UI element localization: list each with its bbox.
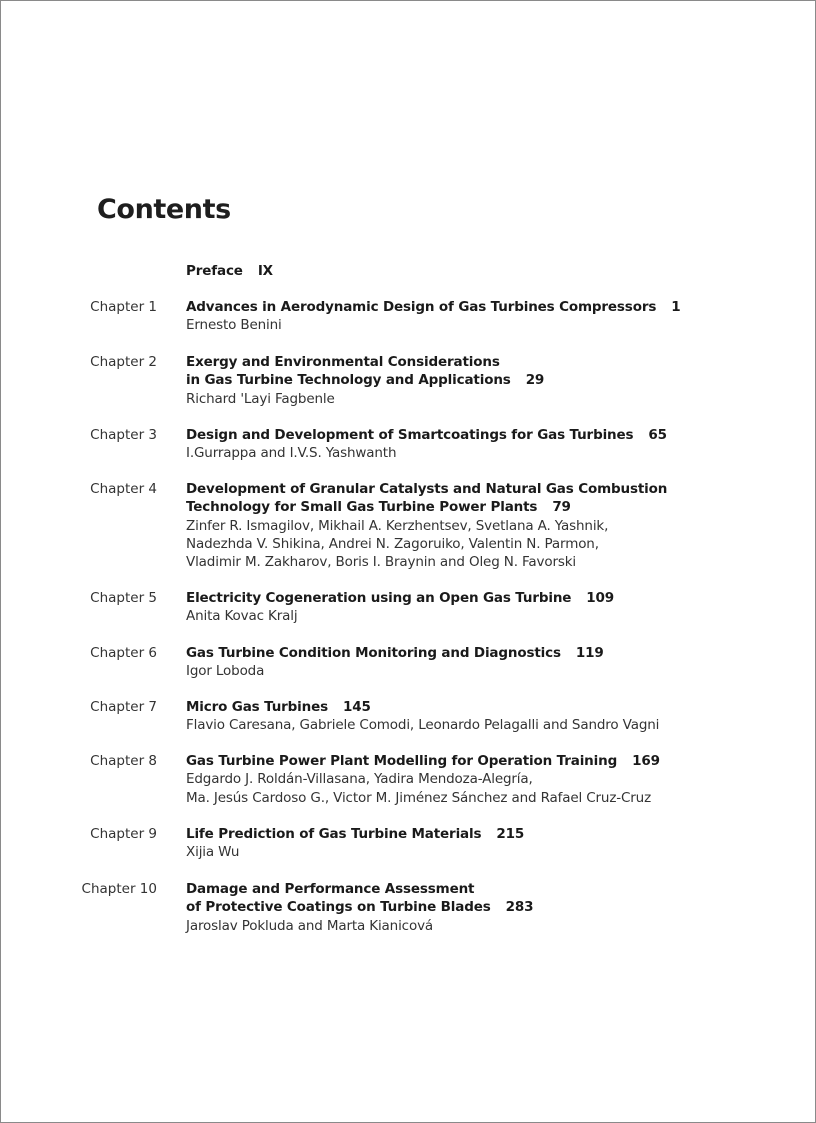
chapter-label: Chapter 5 xyxy=(90,590,157,606)
chapter-title: Electricity Cogeneration using an Open Gas Turbine 109 xyxy=(186,590,615,606)
chapter-title: Life Prediction of Gas Turbine Materials 215 xyxy=(186,826,525,842)
chapter-label: Chapter 4 xyxy=(90,481,157,497)
chapter-authors: Ma. Jesús Cardoso G., Victor M. Jiménez Sánchez and Rafael Cruz-Cruz xyxy=(186,789,652,806)
chapter-label: Chapter 1 xyxy=(90,299,157,315)
chapter-page-number: 119 xyxy=(575,645,604,661)
chapter-label: Chapter 9 xyxy=(90,826,157,842)
preface-label: Preface xyxy=(186,263,243,279)
chapter-label: Chapter 3 xyxy=(90,427,157,443)
chapter-title: Gas Turbine Power Plant Modelling for Operation Training 169 xyxy=(186,753,660,769)
chapter-page-number: 79 xyxy=(552,499,571,516)
chapter-title: Micro Gas Turbines 145 xyxy=(186,699,371,715)
chapter-authors: Xijia Wu xyxy=(186,844,240,861)
chapter-title: Gas Turbine Condition Monitoring and Diagnostics 119 xyxy=(186,645,604,661)
chapter-title: Design and Development of Smartcoatings for Gas Turbines 65 xyxy=(186,427,667,443)
chapter-label: Chapter 7 xyxy=(90,699,157,715)
chapter-authors: Jaroslav Pokluda and Marta Kianicová xyxy=(186,917,434,934)
page-title: Contents xyxy=(97,194,231,225)
chapter-page-number: 1 xyxy=(671,299,681,315)
chapter-authors: Ernesto Benini xyxy=(186,317,282,334)
chapter-authors: Flavio Caresana, Gabriele Comodi, Leonardo Pelagalli and Sandro Vagni xyxy=(186,717,660,734)
chapter-authors: Zinfer R. Ismagilov, Mikhail A. Kerzhentsev, Svetlana A. Yashnik, xyxy=(186,517,609,534)
chapter-page-number: 109 xyxy=(586,590,615,606)
chapter-title: in Gas Turbine Technology and Applications 29 xyxy=(186,372,545,389)
chapter-page-number: 145 xyxy=(343,699,371,715)
chapter-authors: Edgardo J. Roldán-Villasana, Yadira Mendoza-Alegría, xyxy=(186,771,533,788)
chapter-authors: Anita Kovac Kralj xyxy=(186,608,298,625)
chapter-label: Chapter 6 xyxy=(90,645,157,661)
chapter-title: Development of Granular Catalysts and Natural Gas Combustion xyxy=(186,481,668,497)
preface-page-number: IX xyxy=(257,263,273,279)
chapter-page-number: 215 xyxy=(496,826,525,842)
chapter-page-number: 169 xyxy=(632,753,660,769)
chapter-authors: Nadezhda V. Shikina, Andrei N. Zagoruiko, Valentin N. Parmon, xyxy=(186,535,599,552)
chapter-authors: Igor Loboda xyxy=(186,663,265,680)
chapter-authors: Richard 'Layi Fagbenle xyxy=(186,390,335,407)
chapter-label: Chapter 8 xyxy=(90,753,157,769)
chapter-authors: Vladimir M. Zakharov, Boris I. Braynin and Oleg N. Favorski xyxy=(186,554,577,571)
chapter-title: Exergy and Environmental Considerations xyxy=(186,354,500,370)
chapter-title: Advances in Aerodynamic Design of Gas Turbines Compressors 1 xyxy=(186,299,681,315)
chapter-label: Chapter 10 xyxy=(81,881,157,897)
chapter-page-number: 29 xyxy=(525,372,545,389)
chapter-label: Chapter 2 xyxy=(90,354,157,370)
chapter-title: of Protective Coatings on Turbine Blades 283 xyxy=(186,899,534,916)
chapter-title: Technology for Small Gas Turbine Power Plants 79 xyxy=(186,499,571,516)
chapter-authors: I.Gurrappa and I.V.S. Yashwanth xyxy=(186,445,397,462)
preface-line xyxy=(186,262,786,280)
chapter-page-number: 65 xyxy=(648,427,667,443)
chapter-title: Damage and Performance Assessment xyxy=(186,881,475,897)
chapter-page-number: 283 xyxy=(505,899,534,916)
